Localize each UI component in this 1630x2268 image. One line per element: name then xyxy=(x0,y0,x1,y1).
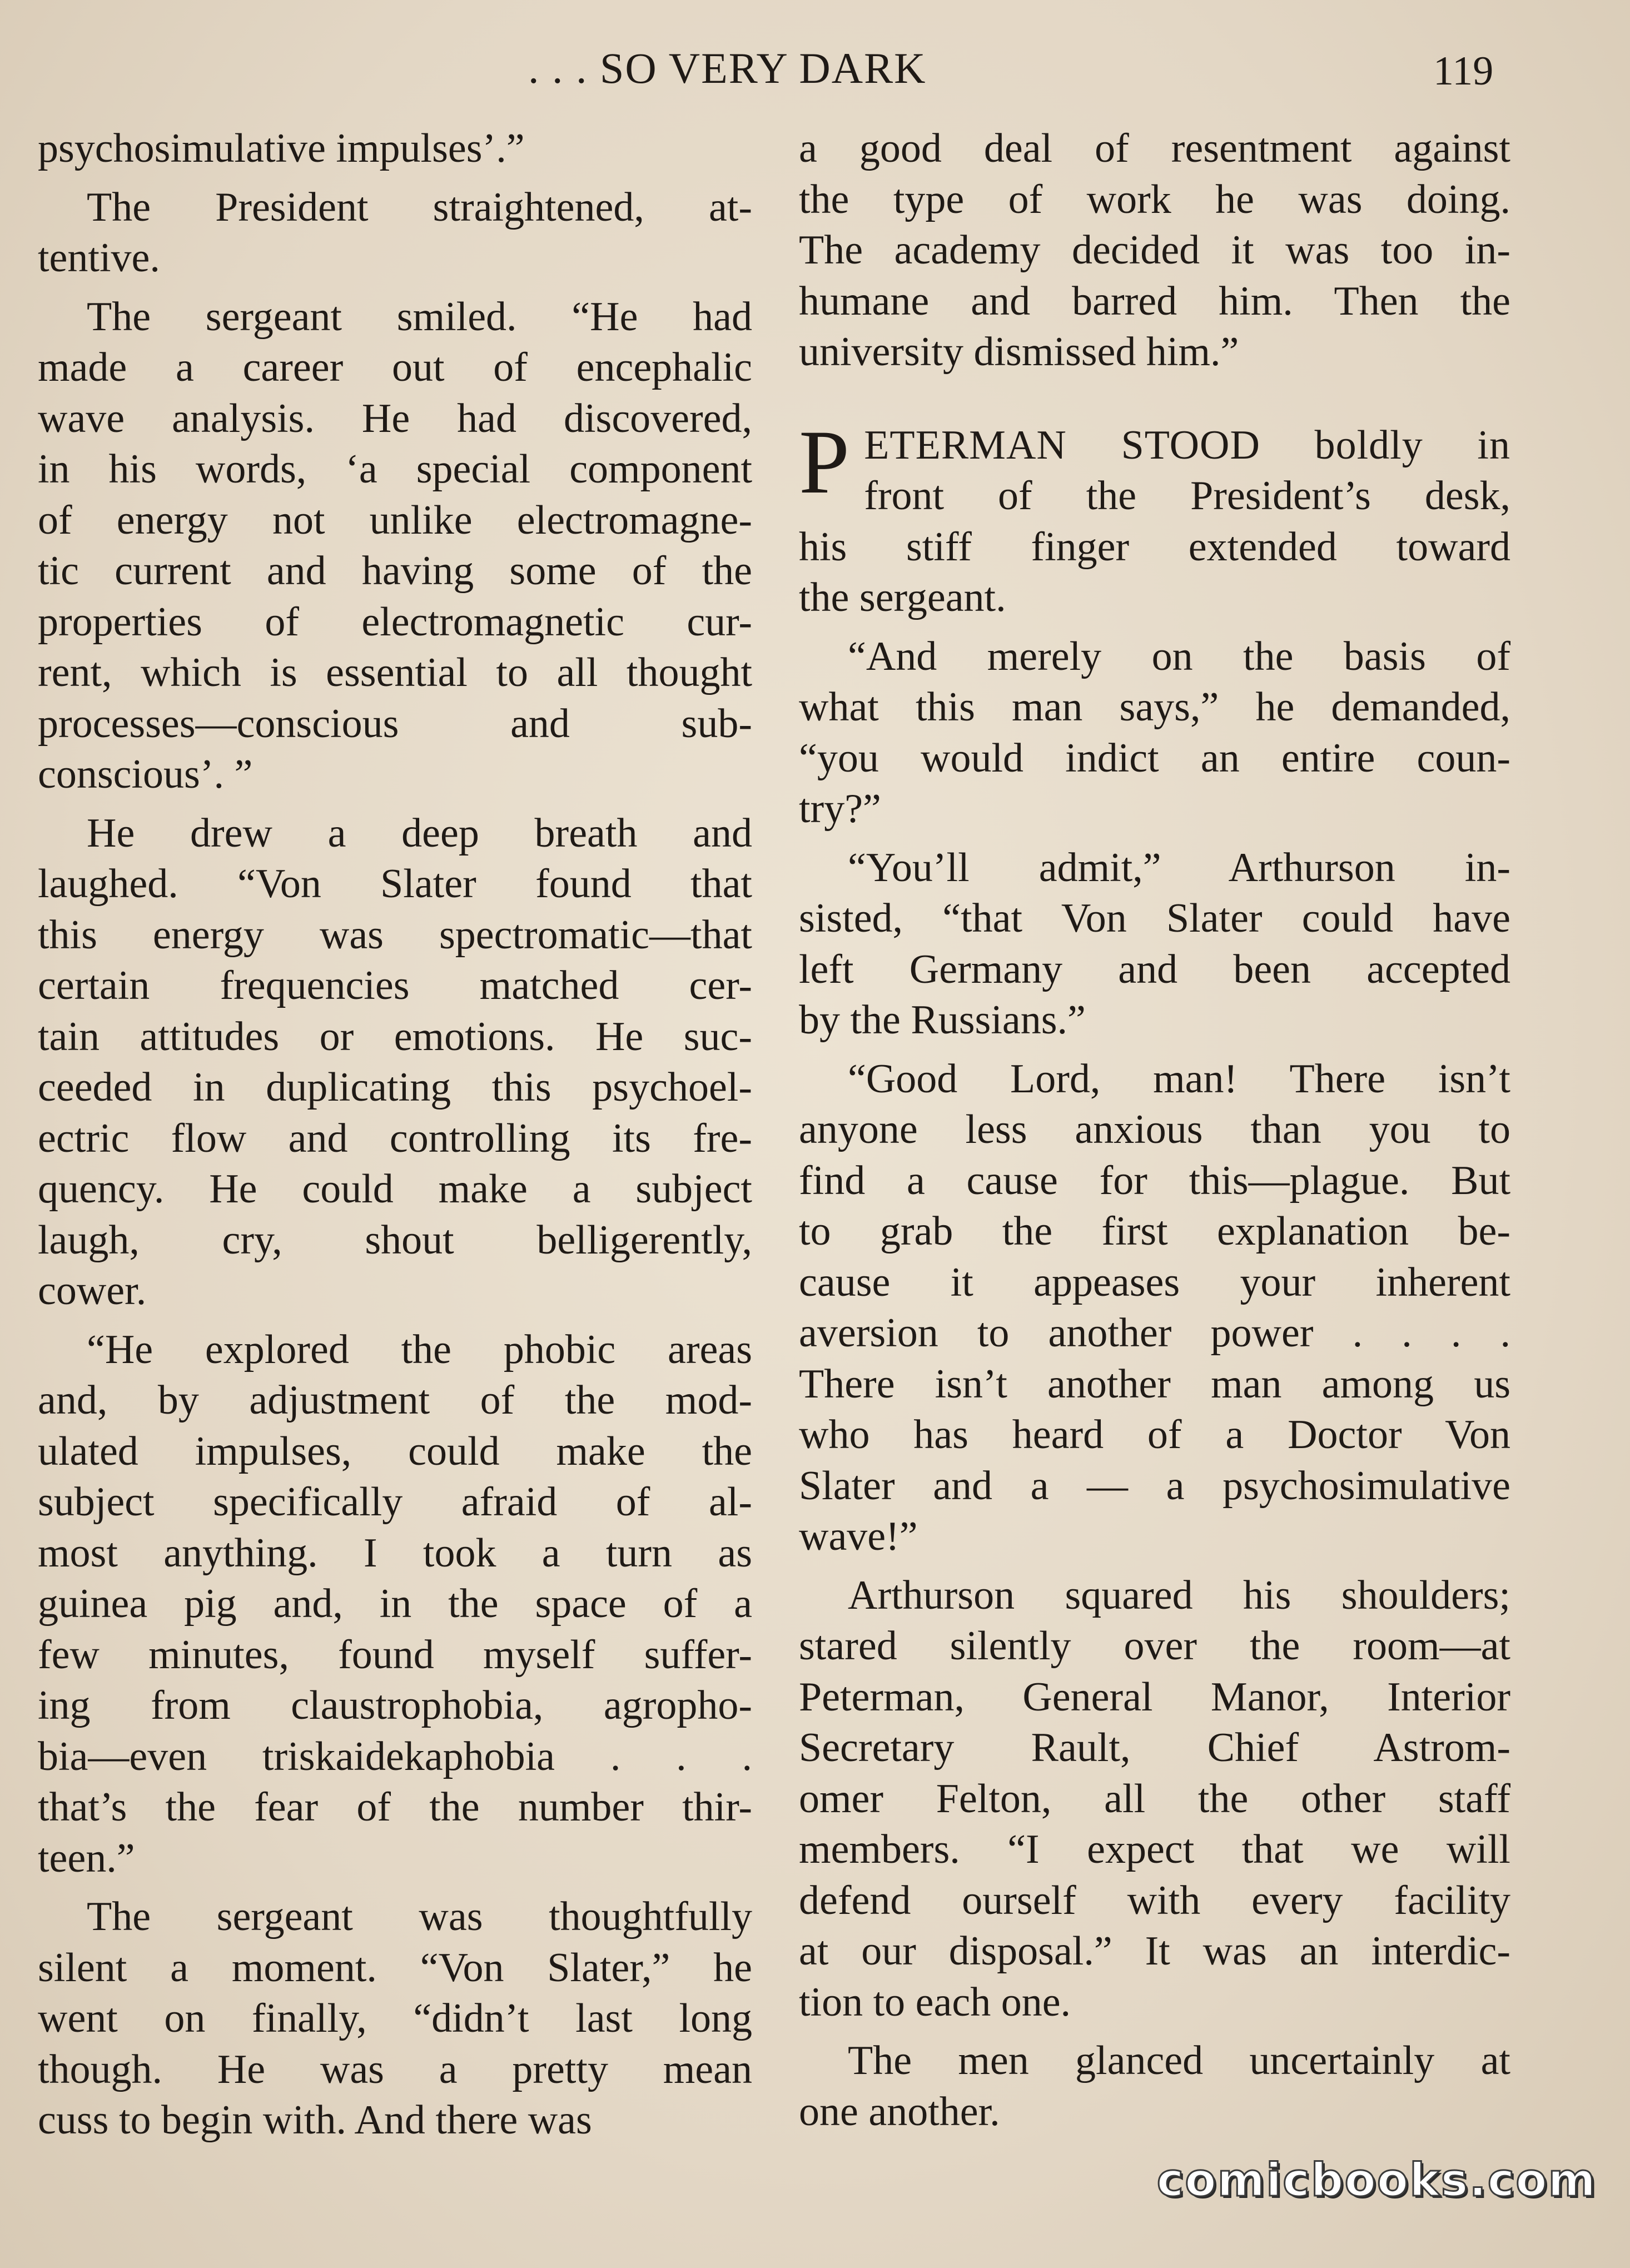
text-line: Arthurson squared his shoulders; xyxy=(848,1572,1510,1618)
text-line: who has heard of a Doctor Von xyxy=(799,1412,1510,1458)
text-line: “Good Lord, man! There isn’t xyxy=(848,1056,1510,1102)
text-line: left Germany and been accepted xyxy=(799,946,1510,992)
text-line: “And merely on the basis of xyxy=(848,633,1510,679)
text-line: tic current and having some of the xyxy=(38,548,752,594)
text-line: few minutes, found myself suffer- xyxy=(38,1632,752,1678)
right-column-top xyxy=(799,123,1510,378)
text-line: humane and barred him. Then the xyxy=(799,278,1510,324)
text-line: and, by adjustment of the mod- xyxy=(38,1377,752,1423)
text-line: the sergeant. xyxy=(799,575,1006,620)
text-line: anyone less anxious than you to xyxy=(799,1107,1510,1152)
text-line: ceeded in duplicating this psychoel- xyxy=(38,1065,752,1110)
text-line: quency. He could make a subject xyxy=(38,1166,752,1212)
text-line: omer Felton, all the other staff xyxy=(799,1775,1510,1822)
paragraph xyxy=(799,631,1510,835)
text-line: Peterman, General Manor, Interior xyxy=(799,1674,1510,1720)
text-line: by the Russians.” xyxy=(799,997,1086,1043)
text-line: one another. xyxy=(799,2088,1000,2135)
paragraph xyxy=(38,123,752,175)
text-line: ing from claustrophobia, agropho- xyxy=(38,1683,752,1728)
running-head xyxy=(0,43,1630,105)
text-line: Secretary Rault, Chief Astrom- xyxy=(799,1725,1510,1770)
text-line: subject specifically afraid of al- xyxy=(38,1479,752,1525)
text-line: certain frequencies matched cer- xyxy=(38,963,752,1008)
text-line: teen.” xyxy=(38,1835,135,1881)
paragraph xyxy=(799,843,1510,1046)
text-line: most anything. I took a turn as xyxy=(38,1530,752,1576)
text-line: cause it appeases your inherent xyxy=(799,1259,1510,1305)
running-title: . . . SO VERY DARK xyxy=(528,44,927,92)
text-line: at our disposal.” It was an interdic- xyxy=(799,1928,1510,1974)
paragraph xyxy=(799,123,1510,378)
page-number: 119 xyxy=(1433,48,1494,94)
text-line: bia—even triskaidekaphobia . . . xyxy=(38,1733,752,1779)
paragraph xyxy=(38,808,752,1317)
site-watermark: comicbooks.com xyxy=(1156,2154,1597,2207)
right-column-bottom xyxy=(799,631,1510,2138)
text-line: There isn’t another man among us xyxy=(799,1361,1510,1407)
text-line: what this man says,” he demanded, xyxy=(799,684,1510,730)
text-line: The President straightened, at- xyxy=(87,184,752,230)
text-line: wave!” xyxy=(799,1514,918,1559)
text-line: a good deal of resentment against xyxy=(799,126,1510,171)
paragraph xyxy=(38,1892,752,2146)
text-line: ectric flow and controlling its fre- xyxy=(38,1115,752,1161)
text-line: defend ourself with every facility xyxy=(799,1877,1510,1923)
text-line: made a career out of encephalic xyxy=(38,345,752,390)
text-line: this energy was spectromatic—that xyxy=(38,912,752,958)
text-line: that’s the fear of the number thir- xyxy=(38,1784,752,1830)
text-line: The sergeant was thoughtfully xyxy=(87,1894,752,1939)
text-line: “you would indict an entire coun- xyxy=(799,735,1510,781)
text-line: ETERMAN STOOD boldly in xyxy=(864,422,1510,468)
text-line: the type of work he was doing. xyxy=(799,176,1510,222)
text-line: university dismissed him.” xyxy=(799,329,1239,375)
text-line: silent a moment. “Von Slater,” he xyxy=(38,1944,752,1991)
section-break xyxy=(799,386,1510,420)
right-column xyxy=(799,123,1510,2145)
paragraph xyxy=(38,182,752,284)
text-line: “You’ll admit,” Arthurson in- xyxy=(848,844,1510,891)
text-line: sisted, “that Von Slater could have xyxy=(799,896,1510,941)
text-line: He drew a deep breath and xyxy=(87,810,752,856)
drop-cap: P xyxy=(799,411,850,513)
text-line: ulated impulses, could make the xyxy=(38,1428,752,1474)
paragraph xyxy=(38,292,752,800)
text-line: though. He was a pretty mean xyxy=(38,2046,752,2092)
text-line: Slater and a — a psychosimulative xyxy=(799,1463,1510,1509)
text-line: wave analysis. He had discovered, xyxy=(38,395,752,441)
paragraph xyxy=(799,2036,1510,2137)
text-line: stared silently over the room—at xyxy=(799,1623,1510,1669)
text-line: front of the President’s desk, xyxy=(864,473,1510,519)
text-line: in his words, ‘a special component xyxy=(38,446,752,492)
text-line: aversion to another power . . . . xyxy=(799,1310,1510,1356)
text-line: to grab the first explanation be- xyxy=(799,1208,1510,1254)
text-line: went on finally, “didn’t last long xyxy=(38,1996,752,2041)
text-line: tain attitudes or emotions. He suc- xyxy=(38,1013,752,1060)
text-line: cower. xyxy=(38,1268,147,1314)
paragraph xyxy=(799,1570,1510,2028)
text-line: laugh, cry, shout belligerently, xyxy=(38,1217,752,1263)
section-opening-paragraph xyxy=(799,411,1510,624)
text-line: “He explored the phobic areas xyxy=(87,1326,752,1372)
text-line: find a cause for this—plague. But xyxy=(799,1157,1510,1203)
text-line: processes—conscious and sub- xyxy=(38,700,752,747)
text-line: tentive. xyxy=(38,235,160,281)
text-line: guinea pig and, in the space of a xyxy=(38,1581,752,1627)
paragraph xyxy=(38,1325,752,1884)
text-line: try?” xyxy=(799,786,881,832)
text-line: laughed. “Von Slater found that xyxy=(38,861,752,907)
text-line: members. “I expect that we will xyxy=(799,1827,1510,1872)
text-line: The men glanced uncertainly at xyxy=(848,2038,1510,2083)
text-line: properties of electromagnetic cur- xyxy=(38,599,752,645)
text-line: psychosimulative impulses’.” xyxy=(38,126,525,171)
paragraph xyxy=(799,1054,1510,1563)
text-line: of energy not unlike electromagne- xyxy=(38,497,752,543)
text-line: The sergeant smiled. “He had xyxy=(87,294,752,340)
left-column xyxy=(38,123,752,2154)
text-line: The academy decided it was too in- xyxy=(799,227,1510,273)
text-line: cuss to begin with. And there was xyxy=(38,2097,592,2143)
text-line: tion to each one. xyxy=(799,1979,1071,2025)
text-line: his stiff finger extended toward xyxy=(799,524,1510,570)
text-line: conscious’. ” xyxy=(38,752,253,797)
text-line: rent, which is essential to all thought xyxy=(38,650,752,695)
